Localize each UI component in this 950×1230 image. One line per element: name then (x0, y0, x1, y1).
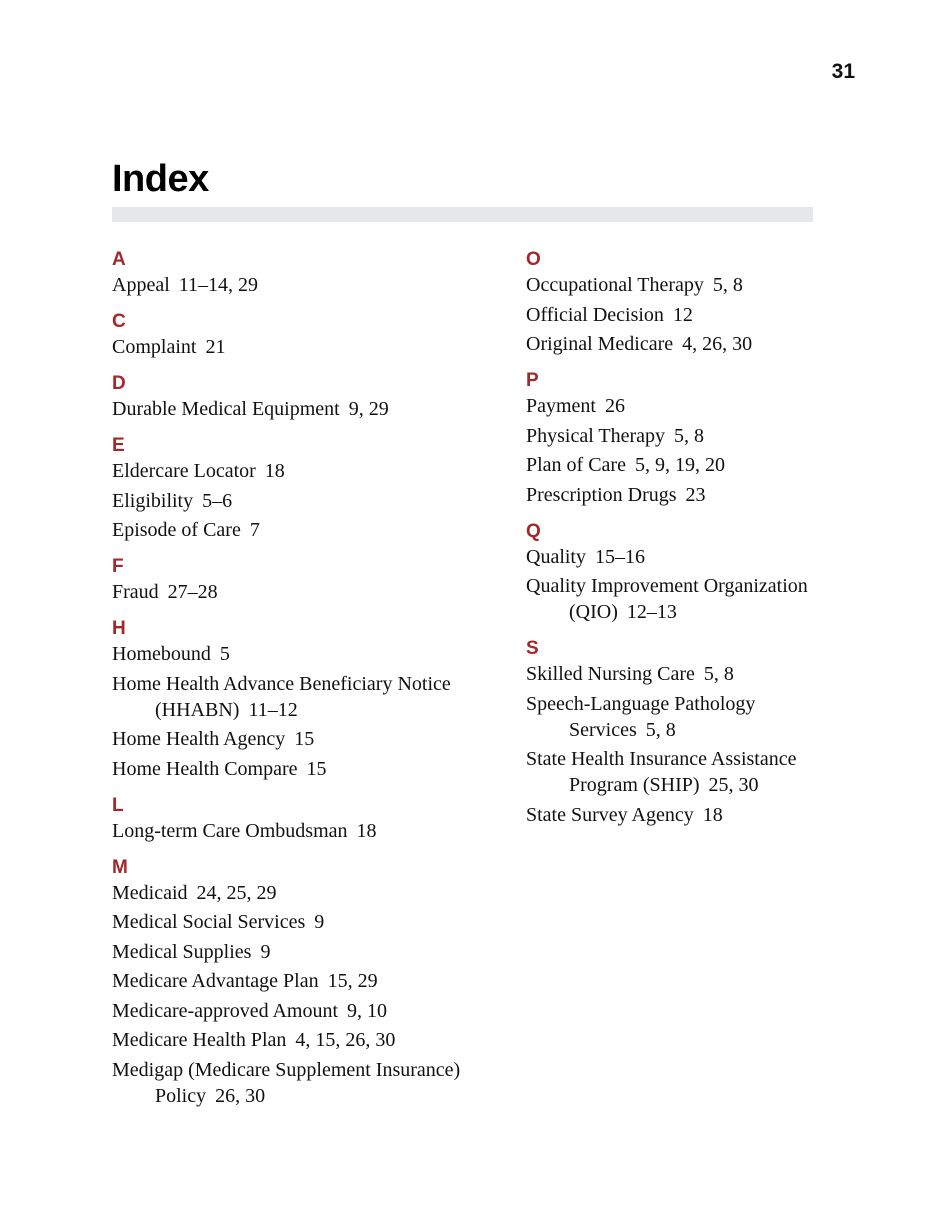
section-letter: H (112, 618, 126, 639)
entry-term: Medicaid (112, 881, 188, 904)
entry-pages: 9, 10 (347, 999, 388, 1022)
index-column-left (112, 248, 492, 1121)
index-section-o (526, 248, 846, 357)
index-entry (112, 818, 492, 844)
entry-term: Plan of Care (526, 454, 626, 476)
entry-term: State Survey Agency (526, 803, 694, 826)
entry-term: Homebound (112, 643, 211, 665)
index-entry (112, 1057, 492, 1109)
index-entry (112, 641, 492, 667)
section-letter: E (112, 435, 125, 456)
entry-term: Complaint (112, 336, 197, 358)
entry-pages: 25, 30 (708, 774, 759, 796)
entry-term: Fraud (112, 581, 159, 603)
index-entry (112, 671, 492, 723)
entry-pages: 4, 26, 30 (682, 333, 753, 355)
index-entry (526, 691, 846, 743)
entry-pages: 5, 8 (674, 424, 705, 447)
entry-pages: 5, 9, 19, 20 (634, 454, 725, 476)
section-letter: Q (526, 520, 541, 542)
index-entry (526, 661, 846, 687)
entry-term: Quality (526, 545, 586, 568)
section-letter: M (112, 856, 128, 878)
entry-pages: 9 (314, 911, 325, 933)
index-entry (526, 452, 846, 478)
entry-term: Medicare Health Plan (112, 1029, 287, 1051)
entry-term: Medicare Advantage Plan (112, 970, 319, 992)
entry-term: Quality Improvement Organization (QIO) (526, 575, 808, 623)
entry-pages: 4, 15, 26, 30 (295, 1029, 396, 1051)
index-section-l (112, 794, 492, 844)
entry-pages: 15, 29 (327, 970, 378, 992)
entry-pages: 27–28 (167, 581, 218, 603)
index-entry (526, 331, 846, 357)
entry-term: Occupational Therapy (526, 274, 704, 296)
entry-term: Eligibility (112, 489, 194, 512)
entry-term: Medical Supplies (112, 940, 252, 963)
entry-term: Episode of Care (112, 519, 241, 541)
entry-term: Long-term Care Ombudsman (112, 819, 348, 842)
index-entry (112, 909, 492, 935)
index-entry (112, 756, 492, 782)
entry-pages: 24, 25, 29 (196, 881, 277, 904)
index-entry (526, 423, 846, 449)
entry-pages: 26 (605, 395, 625, 417)
index-section-q (526, 520, 846, 626)
entry-pages: 5 (219, 643, 230, 665)
section-letter: S (526, 638, 539, 659)
entry-pages: 18 (264, 460, 285, 482)
entry-term: Medigap (Medicare Supplement Insurance) Policy (112, 1058, 461, 1107)
entry-term: Medicare-approved Amount (112, 999, 339, 1022)
entry-pages: 7 (249, 519, 260, 541)
section-letter: D (112, 373, 126, 394)
page-title: Index (112, 158, 209, 200)
entry-pages: 12 (672, 303, 693, 326)
entry-term: Original Medicare (526, 333, 674, 355)
index-entry (526, 482, 846, 508)
index-entry (526, 393, 846, 419)
index-entry (112, 998, 492, 1024)
entry-pages: 11–12 (248, 698, 298, 721)
index-section-m (112, 856, 492, 1109)
index-entry (112, 880, 492, 906)
entry-pages: 12–13 (626, 601, 677, 623)
index-section-e (112, 434, 492, 543)
entry-pages: 18 (356, 819, 377, 842)
entry-term: Prescription Drugs (526, 483, 677, 506)
index-section-h (112, 617, 492, 782)
entry-pages: 5–6 (202, 489, 233, 512)
entry-term: Speech-Language Pathology Services (526, 692, 756, 741)
index-section-p (526, 369, 846, 508)
index-entry (526, 302, 846, 328)
index-section-f (112, 555, 492, 605)
index-section-a (112, 248, 492, 298)
entry-pages: 21 (205, 336, 226, 358)
index-entry (112, 488, 492, 514)
index-section-c (112, 310, 492, 360)
index-section-d (112, 372, 492, 422)
index-entry (526, 573, 846, 625)
section-letter: F (112, 556, 124, 577)
title-rule (112, 207, 813, 222)
entry-term: Physical Therapy (526, 424, 666, 447)
entry-term: Eldercare Locator (112, 460, 256, 482)
index-entry (112, 1027, 492, 1053)
entry-pages: 18 (702, 803, 723, 826)
entry-pages: 5, 8 (712, 274, 743, 296)
index-column-right (526, 248, 846, 840)
entry-term: Official Decision (526, 303, 664, 326)
index-entry (112, 517, 492, 543)
index-entry (112, 939, 492, 965)
index-entry (526, 746, 846, 798)
entry-pages: 15 (306, 757, 327, 780)
entry-pages: 9, 29 (348, 398, 389, 420)
index-entry (112, 272, 492, 298)
section-letter: L (112, 794, 124, 816)
entry-term: Appeal (112, 274, 170, 296)
entry-pages: 11–14, 29 (178, 274, 259, 296)
entry-pages: 5, 8 (645, 718, 676, 741)
section-letter: A (112, 249, 126, 270)
section-letter: O (526, 249, 541, 270)
section-letter: C (112, 311, 126, 332)
index-entry (112, 726, 492, 752)
entry-term: Medical Social Services (112, 911, 306, 933)
section-letter: P (526, 370, 539, 391)
entry-pages: 15 (294, 728, 315, 750)
page-number: 31 (831, 60, 855, 83)
index-entry (112, 968, 492, 994)
entry-term: State Health Insurance Assistance Program (SHIP) (526, 748, 797, 796)
entry-term: Home Health Compare (112, 757, 298, 780)
index-entry (112, 579, 492, 605)
index-entry (112, 396, 492, 422)
index-entry (112, 334, 492, 360)
entry-pages: 26, 30 (215, 1084, 266, 1107)
entry-pages: 9 (260, 940, 271, 963)
entry-pages: 23 (685, 483, 706, 506)
entry-pages: 15–16 (595, 545, 645, 568)
entry-pages: 5, 8 (703, 663, 734, 685)
entry-term: Home Health Advance Beneficiary Notice (HHABN) (112, 672, 451, 721)
index-entry (526, 544, 846, 570)
entry-term: Payment (526, 395, 596, 417)
index-entry (526, 802, 846, 828)
index-entry (526, 272, 846, 298)
entry-term: Home Health Agency (112, 728, 286, 750)
entry-term: Durable Medical Equipment (112, 398, 340, 420)
index-section-s (526, 637, 846, 828)
index-entry (112, 458, 492, 484)
entry-term: Skilled Nursing Care (526, 663, 695, 685)
